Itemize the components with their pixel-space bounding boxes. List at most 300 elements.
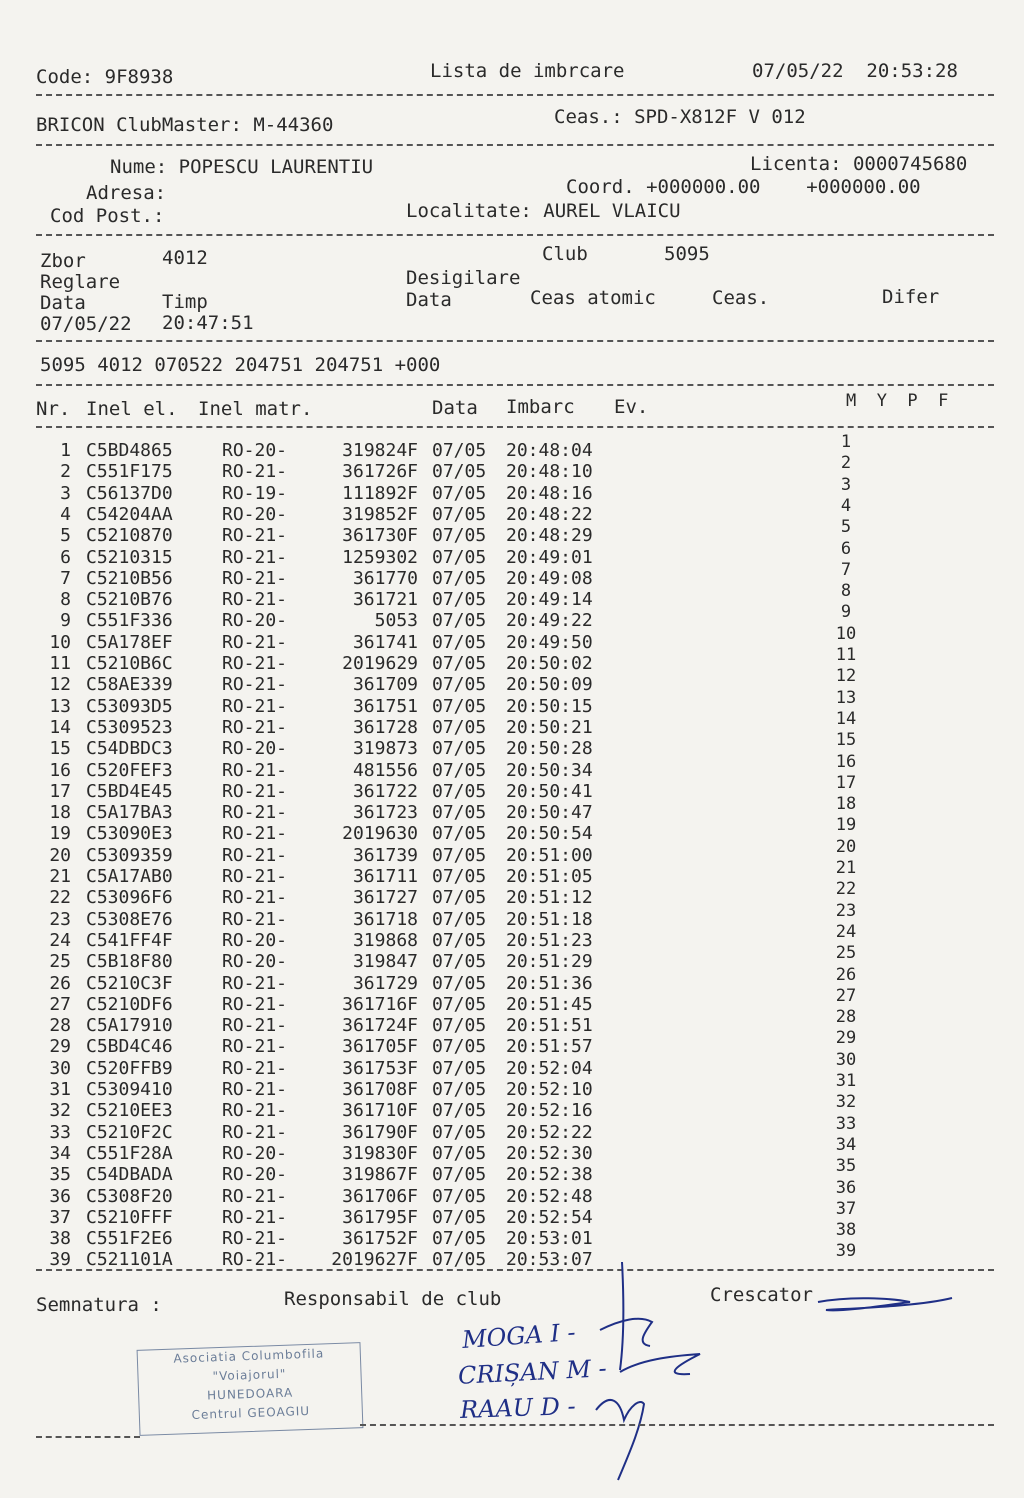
ring-country-prefix: RO-20- (222, 929, 288, 951)
arrival-date: 07/05 (432, 951, 487, 973)
row-number: 34 (49, 1142, 71, 1164)
electronic-ring: C520FEF3 (86, 759, 173, 781)
separator (36, 1436, 140, 1438)
setting-time: 20:47:51 (162, 312, 254, 334)
ring-number: 361721 (352, 589, 418, 611)
arrival-date: 07/05 (432, 1036, 487, 1058)
row-number: 25 (49, 951, 71, 973)
m-column-value: 3 (840, 474, 852, 495)
stamp-line: Centrul GEOAGIU (191, 1403, 311, 1423)
ring-number: 361709 (352, 674, 418, 696)
handwritten-name: MOGA I - (461, 1318, 577, 1354)
electronic-ring: C551F28A (86, 1142, 173, 1164)
arrival-time: 20:50:15 (506, 695, 593, 717)
ring-country-prefix: RO-21- (222, 631, 288, 653)
m-column-value: 9 (840, 602, 852, 623)
electronic-ring: C551F336 (86, 610, 173, 632)
clock-column-label: Ceas. (712, 287, 770, 309)
row-number: 38 (49, 1228, 71, 1250)
atomic-clock-label: Ceas atomic (530, 287, 656, 309)
arrival-time: 20:52:10 (506, 1079, 593, 1100)
row-number: 21 (49, 866, 71, 887)
electronic-ring: C5BD4C46 (86, 1036, 173, 1058)
ring-number: 361790F (342, 1121, 418, 1143)
arrival-date: 07/05 (432, 823, 487, 845)
electronic-ring: C5BD4E45 (86, 780, 173, 802)
row-number: 33 (49, 1121, 71, 1143)
m-column-value: 22 (835, 879, 857, 900)
breeder-label: Crescator (710, 1284, 813, 1306)
m-column-value: 23 (835, 900, 857, 921)
m-column-value: 34 (835, 1134, 857, 1155)
ring-number: 361770 (352, 567, 418, 589)
ring-number: 1259302 (342, 546, 418, 568)
signature-stroke (600, 1319, 652, 1346)
electronic-ring: C5A17BA3 (86, 802, 173, 824)
electronic-ring: C5A17AB0 (86, 866, 173, 887)
ring-country-prefix: RO-21- (222, 1015, 288, 1037)
arrival-date: 07/05 (432, 738, 487, 760)
row-number: 15 (49, 738, 71, 760)
ring-number: 319847 (352, 951, 418, 973)
arrival-time: 20:52:22 (506, 1121, 593, 1143)
ring-country-prefix: RO-20- (222, 1142, 288, 1164)
electronic-ring: C53093D5 (86, 695, 173, 717)
arrival-time: 20:48:04 (506, 440, 593, 461)
arrival-date: 07/05 (432, 1015, 487, 1037)
arrival-time: 20:50:41 (506, 780, 593, 802)
ring-country-prefix: RO-21- (222, 589, 288, 611)
arrival-time: 20:51:51 (506, 1015, 593, 1037)
ring-number: 361751 (352, 695, 418, 717)
signature-stroke (620, 1354, 700, 1374)
electronic-ring: C5309359 (86, 844, 173, 866)
ring-country-prefix: RO-21- (222, 844, 288, 866)
arrival-time: 20:50:21 (506, 716, 593, 738)
ring-number: 361705F (342, 1036, 418, 1058)
row-number: 31 (49, 1079, 71, 1100)
arrival-time: 20:51:57 (506, 1036, 593, 1058)
ring-country-prefix: RO-21- (222, 716, 288, 738)
row-number: 8 (60, 589, 71, 611)
ring-country-prefix: RO-21- (222, 993, 288, 1015)
row-number: 29 (49, 1036, 71, 1058)
arrival-time: 20:50:54 (506, 823, 593, 845)
m-column-value: 35 (835, 1156, 857, 1177)
m-column-value: 11 (835, 645, 857, 665)
row-number: 26 (49, 972, 71, 994)
ring-number: 319824F (342, 440, 418, 461)
row-number: 18 (49, 802, 71, 824)
ring-number: 5053 (374, 610, 418, 632)
arrival-date: 07/05 (432, 610, 487, 632)
electronic-ring: C551F175 (86, 461, 173, 483)
flight-code-line: 5095 4012 070522 204751 204751 +000 (40, 354, 441, 376)
row-number: 23 (49, 908, 71, 930)
ring-country-prefix: RO-21- (222, 1228, 288, 1250)
arrival-time: 20:48:22 (506, 503, 593, 525)
ring-number: 319873 (352, 738, 418, 760)
ring-number: 111892F (342, 482, 418, 504)
m-column-value: 18 (835, 794, 857, 815)
col-nr-header: Nr. (36, 398, 71, 420)
signature-stroke (818, 1298, 952, 1310)
electronic-ring: C5210C3F (86, 972, 173, 994)
club-number: 5095 (664, 243, 710, 265)
electronic-ring: C54DBADA (86, 1164, 173, 1186)
clubmaster-label: BRICON ClubMaster: M-44360 (36, 114, 334, 136)
electronic-ring: C5BD4865 (86, 440, 173, 461)
arrival-date: 07/05 (432, 844, 487, 866)
club-responsible-label: Responsabil de club (284, 1288, 502, 1310)
ring-number: 481556 (352, 759, 418, 781)
arrival-date: 07/05 (432, 482, 487, 504)
ring-number: 319830F (342, 1142, 418, 1164)
electronic-ring: C5210B56 (86, 567, 173, 589)
ring-country-prefix: RO-20- (222, 610, 288, 632)
m-column-value: 32 (835, 1092, 857, 1113)
ring-number: 319867F (342, 1164, 418, 1186)
ring-country-prefix: RO-19- (222, 482, 288, 504)
unsealing-date-label: Data (406, 289, 452, 311)
ring-number: 361716F (342, 993, 418, 1015)
arrival-time: 20:50:09 (506, 674, 593, 696)
row-number: 5 (60, 525, 71, 547)
ring-country-prefix: RO-21- (222, 461, 288, 483)
arrival-date: 07/05 (432, 1079, 487, 1100)
arrival-date: 07/05 (432, 461, 487, 483)
electronic-ring: C521101A (86, 1249, 173, 1271)
row-number: 11 (49, 653, 71, 674)
row-number: 35 (49, 1164, 71, 1186)
stamp-line: "Voiajorul" (212, 1366, 287, 1384)
arrival-time: 20:53:01 (506, 1228, 593, 1250)
ring-number: 361718 (352, 908, 418, 930)
signature-stroke (596, 1400, 644, 1480)
electronic-ring: C53090E3 (86, 823, 173, 845)
setting-label: Reglare (40, 271, 121, 293)
electronic-ring: C5308E76 (86, 908, 173, 930)
row-number: 37 (49, 1206, 71, 1228)
owner-name: Nume: POPESCU LAURENTIU (110, 156, 374, 178)
address-label: Adresa: (86, 182, 167, 204)
signature-label: Semnatura : (36, 1294, 162, 1316)
locality: Localitate: AUREL VLAICU (406, 200, 681, 222)
m-column-value: 37 (835, 1198, 857, 1219)
electronic-ring: C54DBDC3 (86, 738, 173, 760)
arrival-time: 20:48:10 (506, 461, 593, 483)
arrival-time: 20:51:00 (506, 844, 593, 866)
m-column-value: 2 (840, 453, 852, 474)
ring-number: 361752F (342, 1228, 418, 1250)
m-column-value: 21 (835, 858, 857, 878)
stamp-line: Asociatia Columbofila (173, 1346, 325, 1366)
arrival-date: 07/05 (432, 759, 487, 781)
m-column-value: 20 (835, 836, 857, 857)
arrival-time: 20:51:12 (506, 887, 593, 909)
arrival-time: 20:50:02 (506, 653, 593, 674)
ring-country-prefix: RO-20- (222, 951, 288, 973)
m-column-value: 30 (835, 1049, 857, 1070)
club-label: Club (542, 243, 588, 265)
electronic-ring: C5210F2C (86, 1121, 173, 1143)
electronic-ring: C551F2E6 (86, 1228, 173, 1250)
ring-country-prefix: RO-21- (222, 780, 288, 802)
m-column-value: 31 (835, 1071, 857, 1091)
arrival-date: 07/05 (432, 1142, 487, 1164)
difference-label: Difer (882, 286, 940, 308)
ring-country-prefix: RO-20- (222, 738, 288, 760)
electronic-ring: C541FF4F (86, 929, 173, 951)
m-column-value: 15 (835, 730, 857, 751)
m-column-value: 5 (840, 517, 852, 538)
ring-number: 319868 (352, 929, 418, 951)
m-column-value: 6 (840, 538, 852, 559)
electronic-ring: C5210DF6 (86, 993, 173, 1015)
m-column-value: 17 (835, 772, 857, 793)
flight-label: Zbor (40, 250, 86, 272)
ring-country-prefix: RO-21- (222, 1206, 288, 1228)
ring-country-prefix: RO-21- (222, 802, 288, 824)
ring-number: 361710F (342, 1100, 418, 1122)
ring-country-prefix: RO-21- (222, 1057, 288, 1079)
electronic-ring: C5A178EF (86, 631, 173, 653)
m-column-value: 24 (835, 921, 857, 942)
m-column-value: 10 (835, 623, 857, 644)
arrival-date: 07/05 (432, 653, 487, 674)
arrival-time: 20:49:22 (506, 610, 593, 632)
ring-number: 361706F (342, 1185, 418, 1207)
arrival-time: 20:52:04 (506, 1057, 593, 1079)
arrival-time: 20:50:34 (506, 759, 593, 781)
ring-number: 361727 (352, 887, 418, 909)
row-number: 32 (49, 1100, 71, 1122)
license-number: Licenta: 0000745680 (750, 153, 968, 175)
row-number: 30 (49, 1057, 71, 1079)
ring-number: 361728 (352, 716, 418, 738)
arrival-date: 07/05 (432, 546, 487, 568)
arrival-date: 07/05 (432, 674, 487, 696)
ring-country-prefix: RO-21- (222, 887, 288, 909)
arrival-date: 07/05 (432, 1164, 487, 1186)
electronic-ring: C5309410 (86, 1079, 173, 1100)
ring-number: 361708F (342, 1079, 418, 1100)
electronic-ring: C5B18F80 (86, 951, 173, 973)
ring-number: 361739 (352, 844, 418, 866)
ring-number: 361722 (352, 780, 418, 802)
ring-country-prefix: RO-21- (222, 759, 288, 781)
ring-country-prefix: RO-21- (222, 653, 288, 674)
arrival-date: 07/05 (432, 1206, 487, 1228)
ring-country-prefix: RO-20- (222, 503, 288, 525)
arrival-date: 07/05 (432, 908, 487, 930)
electronic-ring: C5309523 (86, 716, 173, 738)
arrival-date: 07/05 (432, 716, 487, 738)
m-column-value: 16 (835, 751, 857, 772)
ring-number: 361729 (352, 972, 418, 994)
postal-code-label: Cod Post.: (50, 205, 165, 227)
row-number: 6 (60, 546, 71, 568)
arrival-date: 07/05 (432, 993, 487, 1015)
m-column-value: 36 (835, 1177, 857, 1198)
ring-country-prefix: RO-21- (222, 695, 288, 717)
signature-stroke (620, 1262, 623, 1370)
electronic-ring: C5210B76 (86, 589, 173, 611)
ring-number: 361741 (352, 631, 418, 653)
row-number: 24 (49, 929, 71, 951)
m-column-value: 25 (835, 943, 857, 964)
arrival-date: 07/05 (432, 1057, 487, 1079)
ring-country-prefix: RO-21- (222, 525, 288, 547)
electronic-ring: C58AE339 (86, 674, 173, 696)
row-number: 36 (49, 1185, 71, 1207)
arrival-date: 07/05 (432, 567, 487, 589)
m-column-value: 13 (835, 687, 857, 708)
arrival-time: 20:50:28 (506, 738, 593, 760)
ring-number: 361753F (342, 1057, 418, 1079)
m-column-value: 19 (835, 815, 857, 836)
date-label: Data (40, 292, 86, 314)
arrival-date: 07/05 (432, 866, 487, 887)
arrival-time: 20:49:08 (506, 567, 593, 589)
handwritten-name: RAAU D - (459, 1391, 577, 1425)
row-number: 14 (49, 716, 71, 738)
arrival-time: 20:51:05 (506, 866, 593, 887)
arrival-date: 07/05 (432, 525, 487, 547)
arrival-date: 07/05 (432, 972, 487, 994)
ring-country-prefix: RO-20- (222, 440, 288, 461)
m-column-value: 27 (835, 985, 857, 1006)
arrival-time: 20:52:30 (506, 1142, 593, 1164)
row-number: 39 (49, 1249, 71, 1271)
arrival-time: 20:51:45 (506, 993, 593, 1015)
arrival-time: 20:51:29 (506, 951, 593, 973)
ring-number: 361711 (352, 866, 418, 887)
electronic-ring: C54204AA (86, 503, 173, 525)
col-ev-header: Ev. (614, 396, 649, 418)
row-number: 12 (49, 674, 71, 696)
ring-country-prefix: RO-21- (222, 1249, 288, 1271)
row-number: 16 (49, 759, 71, 781)
col-inel-el-header: Inel el. (86, 398, 178, 420)
arrival-time: 20:49:01 (506, 546, 593, 568)
row-number: 22 (49, 887, 71, 909)
row-number: 4 (60, 503, 71, 525)
electronic-ring: C520FFB9 (86, 1057, 173, 1079)
row-number: 13 (49, 695, 71, 717)
m-column-value: 38 (835, 1220, 857, 1241)
arrival-time: 20:52:48 (506, 1185, 593, 1207)
clock-label: Ceas.: SPD-X812F V 012 (554, 106, 806, 128)
electronic-ring: C5308F20 (86, 1185, 173, 1207)
arrival-time: 20:49:14 (506, 589, 593, 611)
arrival-date: 07/05 (432, 695, 487, 717)
document-title: Lista de imbrcare (430, 60, 625, 82)
row-number: 9 (60, 610, 71, 632)
arrival-time: 20:49:50 (506, 631, 593, 653)
arrival-date: 07/05 (432, 780, 487, 802)
ring-number: 361724F (342, 1015, 418, 1037)
code-label: Code: 9F8938 (36, 66, 174, 88)
electronic-ring: C5210870 (86, 525, 173, 547)
col-mypf-header: M Y P F (846, 391, 949, 411)
flight-number: 4012 (162, 247, 208, 269)
col-data-header: Data (432, 397, 478, 419)
ring-number: 2019627F (331, 1249, 418, 1271)
ring-country-prefix: RO-21- (222, 1079, 288, 1100)
ring-number: 361726F (342, 461, 418, 483)
col-inel-matr-header: Inel matr. (198, 398, 313, 420)
handwritten-name: CRIȘAN M - (457, 1354, 608, 1390)
electronic-ring: C5A17910 (86, 1015, 173, 1037)
m-column-value: 29 (835, 1028, 857, 1049)
arrival-date: 07/05 (432, 503, 487, 525)
m-column-value: 28 (835, 1007, 857, 1028)
separator (360, 1424, 994, 1426)
row-number: 17 (49, 780, 71, 802)
ring-number: 319852F (342, 503, 418, 525)
m-column-value: 1 (840, 432, 852, 452)
row-number: 10 (49, 631, 71, 653)
ring-country-prefix: RO-21- (222, 1121, 288, 1143)
row-number: 1 (60, 440, 71, 461)
ring-number: 2019630 (342, 823, 418, 845)
row-number: 19 (49, 823, 71, 845)
print-datetime: 07/05/22 20:53:28 (752, 60, 958, 82)
electronic-ring: C53096F6 (86, 887, 173, 909)
m-column-value: 14 (835, 708, 857, 729)
ring-country-prefix: RO-21- (222, 546, 288, 568)
arrival-time: 20:52:54 (506, 1206, 593, 1228)
unsealing-label: Desigilare (406, 267, 521, 289)
row-number: 20 (49, 844, 71, 866)
arrival-date: 07/05 (432, 1100, 487, 1122)
arrival-time: 20:51:23 (506, 929, 593, 951)
row-number: 3 (60, 482, 71, 504)
time-label: Timp (162, 291, 208, 313)
electronic-ring: C56137D0 (86, 482, 173, 504)
arrival-date: 07/05 (432, 929, 487, 951)
ring-country-prefix: RO-21- (222, 972, 288, 994)
arrival-time: 20:51:36 (506, 972, 593, 994)
arrival-time: 20:50:47 (506, 802, 593, 824)
ring-number: 2019629 (342, 653, 418, 674)
electronic-ring: C5210315 (86, 546, 173, 568)
arrival-date: 07/05 (432, 1228, 487, 1250)
row-number: 27 (49, 993, 71, 1015)
ring-country-prefix: RO-21- (222, 823, 288, 845)
arrival-date: 07/05 (432, 887, 487, 909)
arrival-date: 07/05 (432, 631, 487, 653)
electronic-ring: C5210EE3 (86, 1100, 173, 1122)
m-column-value: 12 (835, 666, 857, 687)
m-column-value: 33 (835, 1113, 857, 1134)
electronic-ring: C5210B6C (86, 653, 173, 674)
ring-country-prefix: RO-21- (222, 1100, 288, 1122)
ring-country-prefix: RO-21- (222, 1185, 288, 1207)
arrival-time: 20:48:29 (506, 525, 593, 547)
arrival-date: 07/05 (432, 1249, 487, 1271)
m-column-value: 7 (840, 559, 852, 580)
setting-date: 07/05/22 (40, 313, 132, 335)
arrival-time: 20:52:16 (506, 1100, 593, 1122)
arrival-date: 07/05 (432, 802, 487, 824)
ring-number: 361730F (342, 525, 418, 547)
arrival-date: 07/05 (432, 589, 487, 611)
arrival-time: 20:51:18 (506, 908, 593, 930)
m-column-value: 4 (840, 495, 852, 516)
ring-country-prefix: RO-21- (222, 567, 288, 589)
